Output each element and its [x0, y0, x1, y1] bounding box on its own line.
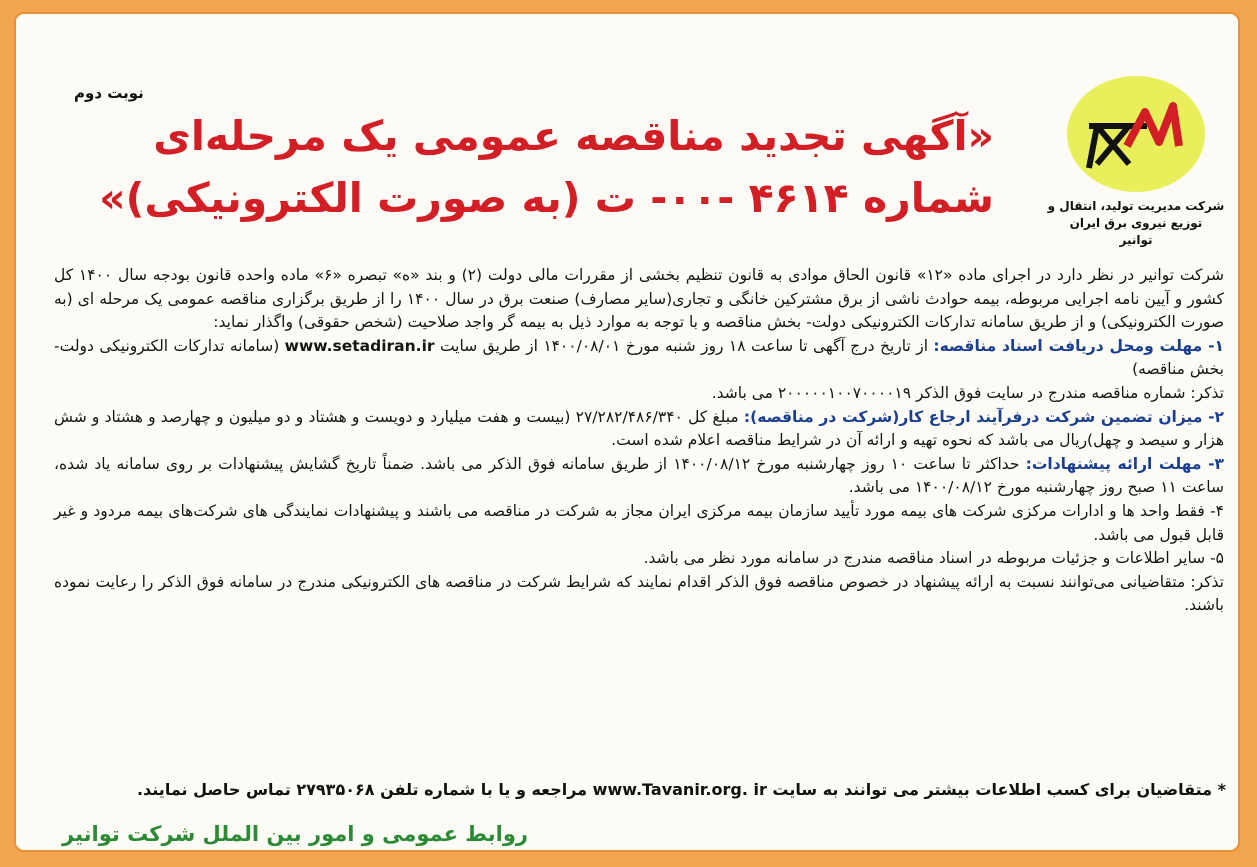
- item-2: [54, 406, 1224, 453]
- tender-body: [54, 264, 1224, 618]
- round-label: نوبت دوم: [74, 84, 144, 102]
- item-3-text: حداکثر تا ساعت ۱۰ روز چهارشنبه مورخ ۱۴۰۰/۰۸/۱۲ از طریق سامانه فوق الذکر می باشد. ضمناً تاریخ گشایش پیشنهادات بر روی سامانه یاد شده، ساعت ۱۱ صبح روز چهارشنبه مورخ ۱۴۰۰/۰۸/۱۲ می باشد.: [54, 454, 1224, 497]
- contact-after: مراجعه و یا با شماره تلفن ۲۷۹۳۵۰۶۸ تماس حاصل نمایند.: [136, 780, 593, 799]
- advertisement-page: [14, 12, 1240, 852]
- item-1-text-after: (سامانه تدارکات الکترونیکی دولت- بخش مناقصه): [54, 336, 1224, 379]
- item-3: [54, 453, 1224, 500]
- item-2-heading: ۲- میزان تضمین شرکت درفرآیند ارجاع کار(شرکت در مناقصه):: [743, 407, 1224, 426]
- setadiran-link[interactable]: www.setadiran.ir: [284, 336, 435, 355]
- item-1-text-before: از تاریخ درج آگهی تا ساعت ۱۸ روز شنبه مورخ ۱۴۰۰/۰۸/۰۱ از طریق سایت: [434, 336, 934, 355]
- note-tender-number: تذکر: شماره مناقصه مندرج در سایت فوق الذکر ۲۰۰۰۰۰۱۰۰۷۰۰۰۰۱۹ می باشد.: [711, 383, 1224, 402]
- title-line2: شماره ۴۶۱۴ -۰۰- ت (به صورت الکترونیکی)»: [99, 174, 994, 222]
- signature: روابط عمومی و امور بین الملل شرکت توانیر: [62, 822, 528, 846]
- company-name-line3: توانیر: [1119, 233, 1153, 247]
- note-conditions: تذکر: متقاضیانی می‌توانند نسبت به ارائه پیشنهاد در خصوص مناقصه فوق الذکر اقدام نمایند که شرایط شرکت در مناقصه های الکترونیکی مندرج در سامانه فوق الذکر را رعایت نموده باشند.: [54, 572, 1224, 615]
- tavanir-link[interactable]: www.Tavanir.org. ir: [592, 780, 767, 799]
- item-5: ۵- سایر اطلاعات و جزئیات مربوطه در اسناد مناقصه مندرج در سامانه مورد نظر می باشد.: [643, 549, 1224, 568]
- contact-before: * متقاضیان برای کسب اطلاعات بیشتر می توانند به سایت: [766, 780, 1226, 799]
- item-1: [54, 335, 1224, 382]
- item-3-heading: ۳- مهلت ارائه پیشنهادات:: [1025, 454, 1224, 473]
- title-line1: «آگهی تجدید مناقصه عمومی یک مرحله‌ای: [153, 112, 994, 160]
- intro-paragraph: شرکت توانیر در نظر دارد در اجرای ماده «۱۲» قانون الحاق موادی به قانون تنظیم بخشی از مقررات مالی دولت (۲) و بند «ه» تبصره «۶» ماده واحده قانون بودجه سال ۱۴۰۰ کل کشور و آیین نامه اجرایی مربوطه، بیمه حوادث ناشی از برق مشترکین خانگی و تجاری(سایر مصارف) صنعت برق در سال ۱۴۰۰ را از طریق برگزاری مناقصه عمومی یک مرحله ای (به صورت الکترونیکی) و از طریق سامانه تدارکات الکترونیکی دولت- بخش مناقصه و با توجه به موارد ذیل به بیمه گر واجد صلاحیت (شخص حقوقی) واگذار نماید:: [54, 266, 1224, 332]
- item-2-text: مبلغ کل ۲۷/۲۸۲/۴۸۶/۳۴۰ (بیست و هفت میلیارد و دویست و هشتاد و دو میلیون و چهارصد و هشتاد و شش هزار و سیصد و چهل)ریال می باشد که نحوه تهیه و ارائه آن در شرایط مناقصه اعلام شده است.: [54, 407, 1224, 450]
- contact-line: [56, 780, 1226, 799]
- tavanir-logo: [1067, 76, 1205, 192]
- item-1-heading: ۱- مهلت ومحل دریافت اسناد مناقصه:: [933, 336, 1225, 355]
- company-name-line1: شرکت مدیریت تولید، انتقال و: [1047, 199, 1225, 213]
- company-name: [1036, 198, 1236, 249]
- item-4: ۴- فقط واحد ها و ادارات مرکزی شرکت های بیمه مورد تأیید سازمان بیمه مرکزی ایران مجاز به شرکت در مناقصه می باشند و پیشنهادات نمایندگی های شرکت‌های بیمه مردود و غیر قابل قبول می باشد.: [54, 501, 1224, 544]
- company-name-line2: توزیع نیروی برق ایران: [1069, 216, 1203, 230]
